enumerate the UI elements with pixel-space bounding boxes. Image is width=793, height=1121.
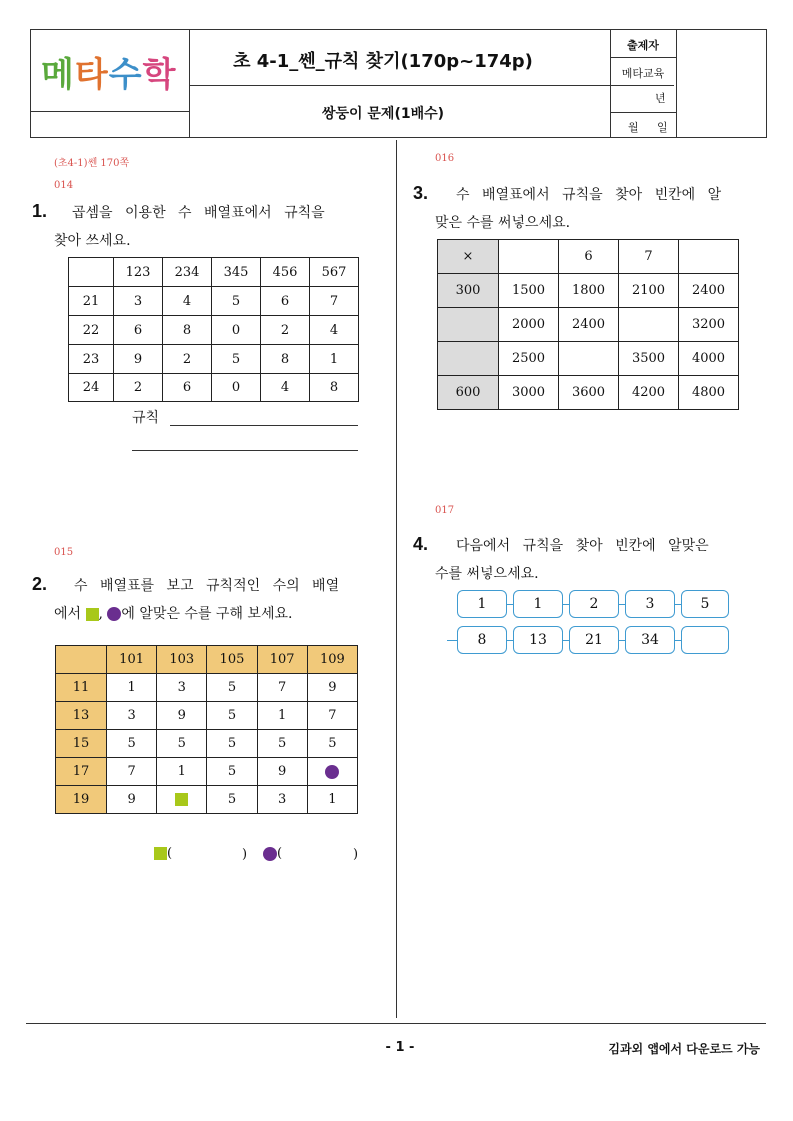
table-cell: 5 [157,730,207,758]
table-cell: 23 [69,345,114,374]
table-cell[interactable] [559,342,619,376]
table-cell: 9 [114,345,163,374]
circle-shape [263,847,277,861]
table-row [56,702,358,730]
footer-note: 김과외 앱에서 다운로드 가능 [608,1042,760,1056]
table-cell: 0 [212,316,261,345]
table-cell[interactable] [679,240,739,274]
table-cell: 19 [56,786,107,814]
table-cell: 11 [56,674,107,702]
table-cell [307,758,357,786]
q4-text-line1: 다음에서 규칙을 찾아 빈칸에 알맞은 [456,538,709,554]
table-cell: 17 [56,758,107,786]
table-cell: 5 [207,786,257,814]
table-row [56,730,358,758]
q4-code: 017 [435,505,455,516]
table-cell: 123 [114,258,163,287]
table-cell: 4200 [619,376,679,410]
table-cell: 109 [307,646,357,674]
table-cell: 5 [307,730,357,758]
header-box [30,29,767,138]
q3-text-line1: 수 배열표에서 규칙을 찾아 빈칸에 알 [456,187,722,203]
table-cell: × [438,240,499,274]
table-cell: 6 [114,316,163,345]
square-shape [175,793,188,806]
table-cell [157,786,207,814]
table-cell: 4800 [679,376,739,410]
table-cell: 4 [163,287,212,316]
table-cell: 2 [114,374,163,402]
q1-number: 1. [32,201,48,221]
table-cell: 234 [163,258,212,287]
table-cell [56,646,107,674]
table-cell[interactable] [619,308,679,342]
table-cell: 1 [157,758,207,786]
table-row [438,274,739,308]
sequence-box: 5 [681,590,729,618]
q2-answer-circle[interactable] [263,846,282,861]
q2-table [55,645,358,814]
table-row [56,646,358,674]
table-cell: 107 [257,646,307,674]
sequence-box: 2 [569,590,619,618]
q2-text-comma: , [98,606,103,622]
table-row [69,258,359,287]
table-cell: 8 [310,374,359,402]
table-cell: 5 [107,730,157,758]
table-cell: 2500 [499,342,559,376]
table-row [56,786,358,814]
table-row [438,240,739,274]
table-cell: 1500 [499,274,559,308]
table-cell: 2 [163,345,212,374]
q4-number: 4. [413,534,429,554]
table-cell: 0 [212,374,261,402]
square-shape [154,847,167,860]
answer-close: ) [242,847,248,862]
year-label: 년 [655,92,666,105]
table-cell: 9 [107,786,157,814]
logo-char: 타 [74,54,107,95]
table-cell: 1 [107,674,157,702]
sequence-box: 1 [457,590,507,618]
table-cell: 1800 [559,274,619,308]
table-cell: 2400 [679,274,739,308]
sub-title: 쌍둥이 문제(1배수) [321,106,445,122]
table-cell[interactable] [438,342,499,376]
logo-char: 학 [142,54,175,95]
table-cell: 7 [310,287,359,316]
table-cell: 7 [257,674,307,702]
answer-open: ( [167,846,173,861]
sequence-box: 3 [625,590,675,618]
table-cell: 4 [261,374,310,402]
source-note: (초4-1)쎈 170쪽 [54,158,130,169]
circle-shape [107,607,121,621]
table-cell: 4 [310,316,359,345]
day-label: 일 [657,121,668,134]
square-shape [86,608,99,621]
q2-text-line1: 수 배열표를 보고 규칙적인 수의 배열 [74,578,340,594]
table-cell: 600 [438,376,499,410]
table-row [438,342,739,376]
table-cell: 3 [157,674,207,702]
table-cell: 21 [69,287,114,316]
page-number: - 1 - [385,1040,415,1055]
answer-open: ( [277,846,283,861]
sequence-box: 8 [457,626,507,654]
table-cell: 345 [212,258,261,287]
table-cell: 13 [56,702,107,730]
table-cell: 24 [69,374,114,402]
sequence-box: 1 [513,590,563,618]
q1-code: 014 [54,180,74,191]
logo-char: 메 [41,54,73,95]
rule-answer-line[interactable] [132,450,358,451]
table-cell: 567 [310,258,359,287]
table-cell: 300 [438,274,499,308]
main-title: 초 4-1_쎈_규칙 찾기(170p~174p) [233,51,533,72]
logo-char: 수 [108,54,141,95]
q2-text-line2 [54,600,292,628]
table-cell: 3000 [499,376,559,410]
table-cell: 7 [619,240,679,274]
q2-answer-square[interactable] [154,846,172,861]
table-cell: 101 [107,646,157,674]
author-label: 출제자 [627,39,659,52]
month-label: 월 [628,121,639,134]
table-cell: 3600 [559,376,619,410]
table-cell: 8 [163,316,212,345]
q3-table [437,239,739,410]
q4-text-line2: 수를 써넣으세요. [435,566,539,582]
table-cell: 1 [307,786,357,814]
sequence-box: 13 [513,626,563,654]
table-cell: 6 [559,240,619,274]
table-cell: 5 [257,730,307,758]
table-cell: 103 [157,646,207,674]
rule-label: 규칙 [132,410,160,426]
author-value: 메타교육 [621,67,665,80]
table-cell: 3500 [619,342,679,376]
logo [41,48,191,94]
table-cell: 1 [257,702,307,730]
q1-text-line2: 찾아 쓰세요. [54,233,131,249]
table-row [69,316,359,345]
table-cell: 8 [261,345,310,374]
table-row [438,376,739,410]
sequence-box: 34 [625,626,675,654]
table-cell: 105 [207,646,257,674]
table-cell: 5 [207,702,257,730]
table-cell: 15 [56,730,107,758]
table-cell: 5 [212,287,261,316]
table-cell: 3 [257,786,307,814]
table-cell: 7 [307,702,357,730]
column-divider [396,140,397,1018]
q1-text-line1: 곱셈을 이용한 수 배열표에서 규칙을 [72,205,325,221]
table-cell: 2 [261,316,310,345]
table-cell: 5 [207,758,257,786]
table-row [56,758,358,786]
sequence-box: 21 [569,626,619,654]
q2-number: 2. [32,574,48,594]
q3-text-line2: 맞은 수를 써넣으세요. [435,215,571,231]
table-cell: 4000 [679,342,739,376]
table-cell[interactable] [499,240,559,274]
table-cell: 3200 [679,308,739,342]
table-row [438,308,739,342]
table-cell[interactable] [438,308,499,342]
footer-rule [26,1023,766,1024]
q1-table [68,257,359,402]
table-cell: 2100 [619,274,679,308]
sequence-answer-box[interactable] [681,626,729,654]
q2-code: 015 [54,547,74,558]
table-cell: 3 [107,702,157,730]
table-cell: 9 [307,674,357,702]
table-cell: 456 [261,258,310,287]
table-cell: 2000 [499,308,559,342]
table-cell: 3 [114,287,163,316]
q3-code: 016 [435,153,455,164]
table-cell: 5 [212,345,261,374]
table-cell: 7 [107,758,157,786]
table-cell: 6 [163,374,212,402]
table-row [69,374,359,402]
answer-close: ) [353,847,359,862]
table-cell: 2400 [559,308,619,342]
table-row [56,674,358,702]
table-cell: 5 [207,730,257,758]
q2-text-post: 에 알맞은 수를 구해 보세요. [121,606,293,622]
table-cell: 22 [69,316,114,345]
table-cell: 1 [310,345,359,374]
table-cell: 9 [257,758,307,786]
table-cell: 9 [157,702,207,730]
table-cell [69,258,114,287]
table-row [69,345,359,374]
q2-text-pre: 에서 [54,606,82,622]
rule-answer-line[interactable] [170,425,358,426]
circle-shape [325,765,339,779]
table-cell: 6 [261,287,310,316]
table-row [69,287,359,316]
table-cell: 5 [207,674,257,702]
q3-number: 3. [413,183,429,203]
